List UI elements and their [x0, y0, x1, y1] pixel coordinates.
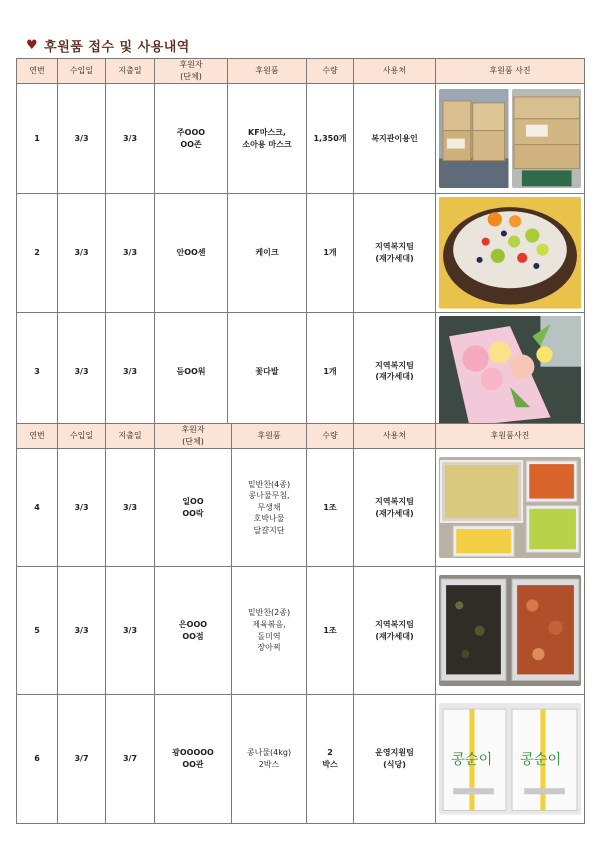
row-in-date: 3/3 [58, 84, 106, 194]
row-out-date: 3/3 [106, 449, 155, 567]
table-header-row [17, 59, 585, 84]
row-out-date: 3/7 [106, 695, 155, 824]
side-dishes-4-photo [439, 457, 581, 558]
table-row [17, 312, 585, 431]
side-dishes-2-photo [439, 575, 581, 687]
row-out-date: 3/3 [106, 567, 155, 695]
col-header-in-date: 수입일 [58, 424, 106, 449]
donation-table-1 [16, 58, 585, 431]
donation-table-2 [16, 423, 585, 824]
col-header-donor: 후원자 (단체) [155, 59, 228, 84]
table-header-row [17, 424, 585, 449]
box-label-right: 콩순이 [520, 752, 562, 769]
row-qty: 2 박스 [307, 695, 354, 824]
table-row [17, 194, 585, 313]
row-donor: 주OOO OO존 [155, 84, 228, 194]
row-use: 운영지원팀 (식당) [354, 695, 436, 824]
row-donor: 안OO센 [155, 194, 228, 313]
row-no: 3 [17, 312, 58, 431]
box-label-left: 콩순이 [451, 752, 493, 769]
row-item: 콩나물(4kg) 2박스 [232, 695, 307, 824]
row-use: 복지관이용인 [354, 84, 436, 194]
table-row [17, 695, 585, 824]
row-in-date: 3/3 [58, 194, 106, 313]
col-header-no: 연번 [17, 424, 58, 449]
row-qty: 1,350개 [307, 84, 354, 194]
row-item: KF마스크, 소아용 마스크 [228, 84, 307, 194]
col-header-photo: 후원품 사진 [436, 59, 585, 84]
col-header-out-date: 지출일 [106, 59, 155, 84]
col-header-item: 후원품 [232, 424, 307, 449]
row-use: 지역복지팀 (재가세대) [354, 449, 436, 567]
table-row [17, 567, 585, 695]
row-use: 지역복지팀 (재가세대) [354, 312, 436, 431]
col-header-no: 연번 [17, 59, 58, 84]
page-title [26, 36, 190, 55]
col-header-qty: 수량 [307, 424, 354, 449]
col-header-out-date: 지출일 [106, 424, 155, 449]
col-header-use: 사용처 [354, 424, 436, 449]
row-qty: 1조 [307, 567, 354, 695]
row-photo [436, 84, 585, 194]
col-header-photo: 후원품사진 [436, 424, 585, 449]
row-photo [436, 312, 585, 431]
row-in-date: 3/3 [58, 567, 106, 695]
row-qty: 1개 [307, 312, 354, 431]
table-row [17, 449, 585, 567]
row-no: 4 [17, 449, 58, 567]
row-out-date: 3/3 [106, 194, 155, 313]
row-qty: 1조 [307, 449, 354, 567]
row-photo [436, 567, 585, 695]
row-donor: 은OOO OO점 [155, 567, 232, 695]
row-qty: 1개 [307, 194, 354, 313]
row-no: 1 [17, 84, 58, 194]
row-donor: 듬OO워 [155, 312, 228, 431]
row-no: 5 [17, 567, 58, 695]
row-no: 2 [17, 194, 58, 313]
row-item: 밑반찬(4종) 콩나물무침, 무생채 호박나물 달걀지단 [232, 449, 307, 567]
row-donor: 광OOOOO OO관 [155, 695, 232, 824]
flower-bouquet-photo [439, 316, 581, 428]
row-use: 지역복지팀 (재가세대) [354, 194, 436, 313]
mask-box-photo-b [512, 89, 582, 188]
row-item: 밑반찬(2종) 제육볶음, 돌미역 장아찌 [232, 567, 307, 695]
col-header-in-date: 수입일 [58, 59, 106, 84]
col-header-qty: 수량 [307, 59, 354, 84]
bean-sprout-box-photo [439, 703, 581, 815]
table-row [17, 84, 585, 194]
row-out-date: 3/3 [106, 312, 155, 431]
row-photo [436, 194, 585, 313]
row-use: 지역복지팀 (재가세대) [354, 567, 436, 695]
mask-box-photo-a [439, 89, 509, 188]
row-photo [436, 449, 585, 567]
row-in-date: 3/3 [58, 449, 106, 567]
heart-icon: ♥ [26, 38, 39, 53]
page-title-text: 후원품 접수 및 사용내역 [44, 40, 190, 55]
row-photo [436, 695, 585, 824]
row-donor: 일OO OO락 [155, 449, 232, 567]
col-header-item: 후원품 [228, 59, 307, 84]
row-item: 케이크 [228, 194, 307, 313]
row-in-date: 3/3 [58, 312, 106, 431]
row-in-date: 3/7 [58, 695, 106, 824]
row-out-date: 3/3 [106, 84, 155, 194]
col-header-use: 사용처 [354, 59, 436, 84]
row-item: 꽃다발 [228, 312, 307, 431]
row-no: 6 [17, 695, 58, 824]
cake-photo [439, 197, 581, 309]
col-header-donor: 후원자 (단체) [155, 424, 232, 449]
